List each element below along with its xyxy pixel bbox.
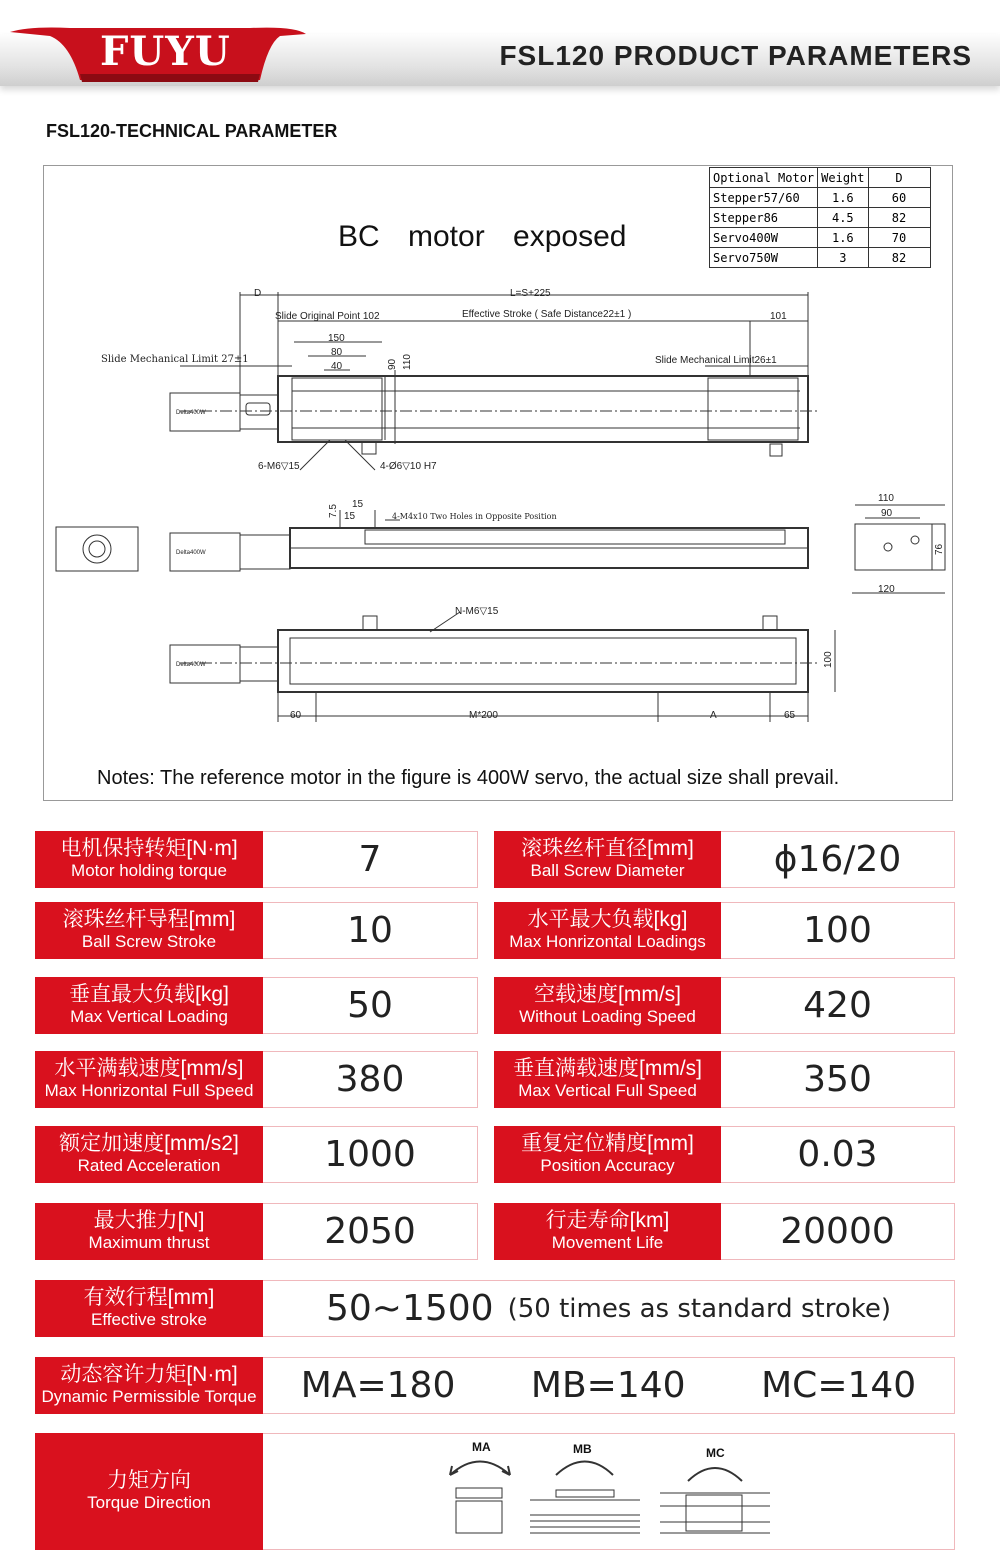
dim-100: 100 bbox=[823, 651, 834, 668]
param-value-cell bbox=[263, 1203, 478, 1260]
param-label-zh: 最大推力[N] bbox=[93, 1208, 205, 1232]
param-label-en: Ball Screw Diameter bbox=[530, 860, 685, 880]
torque-direction-diagrams bbox=[430, 1433, 790, 1550]
dim-d: D bbox=[254, 288, 262, 299]
param-label-zh: 动态容许力矩[N·m] bbox=[60, 1362, 238, 1386]
motor-label: Delta400W bbox=[176, 410, 206, 416]
param-value: 7 bbox=[358, 839, 382, 880]
label-nm6: N-M6▽15 bbox=[455, 606, 499, 617]
param-label-zh: 水平最大负载[kg] bbox=[527, 907, 688, 931]
param-value: 420 bbox=[803, 985, 872, 1026]
param-label-en: Effective stroke bbox=[91, 1309, 207, 1329]
label-stroke: Effective Stroke ( Safe Distance22±1 ) bbox=[462, 309, 632, 320]
dim-150: 150 bbox=[328, 333, 345, 344]
param-value: 50~1500 bbox=[325, 1288, 494, 1329]
param-label bbox=[494, 1203, 721, 1260]
param-value-cell bbox=[721, 1051, 955, 1108]
param-value: ϕ16/20 bbox=[773, 839, 902, 880]
param-label-zh: 垂直最大负载[kg] bbox=[69, 982, 229, 1006]
param-value-cell bbox=[263, 1126, 478, 1183]
param-label bbox=[35, 831, 263, 888]
param-value-cell bbox=[263, 831, 478, 888]
param-label bbox=[35, 977, 263, 1034]
param-label-zh: 行走寿命[km] bbox=[545, 1208, 670, 1232]
dim-80: 80 bbox=[331, 347, 343, 358]
table-row: Stepper86 4.5 82 bbox=[710, 208, 931, 228]
param-value-cell bbox=[721, 831, 955, 888]
section-title: FSL120-TECHNICAL PARAMETER bbox=[46, 121, 338, 141]
param-label bbox=[494, 1126, 721, 1183]
motor-label: Delta400W bbox=[176, 662, 206, 668]
param-label bbox=[35, 1051, 263, 1108]
dim-e76: 76 bbox=[934, 543, 945, 555]
dim-15a: 15 bbox=[352, 499, 364, 510]
ma-diagram-icon bbox=[450, 1440, 510, 1533]
page-title: FSL120 PRODUCT PARAMETERS bbox=[499, 40, 972, 71]
param-label-en: Max Honrizontal Loadings bbox=[509, 931, 706, 951]
svg-text:MB: MB bbox=[573, 1442, 592, 1456]
dim-15b: 15 bbox=[344, 511, 356, 522]
label-origin: Slide Original Point 102 bbox=[275, 311, 380, 322]
torque-ma: MA=180 bbox=[300, 1365, 456, 1406]
param-row-torque bbox=[35, 1357, 955, 1414]
param-label-en: Maximum thrust bbox=[88, 1232, 210, 1252]
table-row: Stepper57/60 1.6 60 bbox=[710, 188, 931, 208]
param-label-zh: 有效行程[mm] bbox=[83, 1285, 215, 1309]
dim-65: 65 bbox=[784, 710, 796, 721]
col-header: Weight bbox=[818, 168, 868, 188]
param-label-en: Dynamic Permissible Torque bbox=[41, 1386, 257, 1406]
param-value: 350 bbox=[803, 1059, 872, 1100]
torque-mb: MB=140 bbox=[530, 1365, 686, 1406]
param-row bbox=[35, 1126, 478, 1183]
dim-90: 90 bbox=[387, 358, 398, 370]
param-row bbox=[35, 902, 478, 959]
dim-101: 101 bbox=[770, 311, 787, 322]
mb-diagram-icon bbox=[530, 1442, 640, 1533]
label-pin: 4-Ø6▽10 H7 bbox=[380, 461, 437, 472]
dim-m200: M*200 bbox=[469, 710, 498, 721]
param-row bbox=[35, 1051, 478, 1108]
param-label bbox=[494, 831, 721, 888]
drawing-heading: BC motor exposed bbox=[338, 220, 627, 253]
param-label bbox=[35, 1203, 263, 1260]
param-label bbox=[494, 977, 721, 1034]
torque-mc: MC=140 bbox=[761, 1365, 917, 1406]
param-value-cell bbox=[721, 902, 955, 959]
label-limit-right: Slide Mechanical Limit26±1 bbox=[655, 355, 777, 366]
table-row: Servo750W 3 82 bbox=[710, 248, 931, 268]
param-label-en: Max Vertical Full Speed bbox=[518, 1080, 697, 1100]
param-label-en: Max Honrizontal Full Speed bbox=[44, 1080, 254, 1100]
param-label-en: Motor holding torque bbox=[71, 860, 227, 880]
param-label-en: Rated Acceleration bbox=[77, 1155, 221, 1175]
param-row-direction bbox=[35, 1433, 955, 1550]
param-label bbox=[35, 902, 263, 959]
param-label-zh: 电机保持转矩[N·m] bbox=[60, 836, 238, 860]
param-value: 20000 bbox=[780, 1211, 895, 1252]
param-label-zh: 滚珠丝杆直径[mm] bbox=[521, 836, 694, 860]
svg-text:MC: MC bbox=[706, 1446, 725, 1460]
param-row bbox=[35, 831, 478, 888]
param-row bbox=[494, 977, 955, 1034]
logo-text: FUYU bbox=[100, 28, 231, 75]
param-value-cell bbox=[721, 1126, 955, 1183]
param-label-zh: 力矩方向 bbox=[107, 1468, 191, 1492]
dim-e110: 110 bbox=[878, 493, 894, 504]
motor-table bbox=[709, 167, 931, 268]
dim-e90: 90 bbox=[881, 508, 893, 519]
param-note: (50 times as standard stroke) bbox=[507, 1293, 891, 1324]
dim-length: L=S+225 bbox=[510, 288, 551, 299]
label-limit-left: Slide Mechanical Limit 27±1 bbox=[101, 354, 249, 365]
param-value-cell bbox=[263, 902, 478, 959]
param-value: 2050 bbox=[324, 1211, 416, 1252]
param-label-en: Without Loading Speed bbox=[519, 1006, 696, 1026]
svg-text:MA: MA bbox=[472, 1440, 491, 1454]
label-m6: 6-M6▽15 bbox=[258, 461, 300, 472]
param-row bbox=[494, 902, 955, 959]
param-label-zh: 空载速度[mm/s] bbox=[534, 982, 681, 1006]
param-label-zh: 重复定位精度[mm] bbox=[521, 1131, 694, 1155]
param-value-cell bbox=[721, 1203, 955, 1260]
param-row bbox=[494, 831, 955, 888]
dim-110: 110 bbox=[402, 354, 413, 370]
param-row bbox=[494, 1051, 955, 1108]
param-label-zh: 水平满载速度[mm/s] bbox=[54, 1056, 244, 1080]
param-label bbox=[494, 1051, 721, 1108]
bottom-view bbox=[170, 612, 835, 722]
dim-60: 60 bbox=[290, 710, 302, 721]
motor-label: Delta400W bbox=[176, 550, 206, 556]
param-value-cell bbox=[721, 977, 955, 1034]
param-label bbox=[494, 902, 721, 959]
param-label bbox=[35, 1126, 263, 1183]
drawing-notes: Notes: The reference motor in the figure is 400W servo, the actual size shall prevail. bbox=[97, 767, 840, 789]
param-row-stroke bbox=[35, 1280, 955, 1337]
param-row bbox=[35, 977, 478, 1034]
param-label-en: Movement Life bbox=[551, 1232, 664, 1252]
col-header: D bbox=[868, 168, 930, 188]
param-value: 100 bbox=[803, 910, 872, 951]
param-value: 380 bbox=[335, 1059, 405, 1100]
col-header: Optional Motor bbox=[710, 168, 818, 188]
param-value-cell bbox=[263, 977, 478, 1034]
param-row bbox=[494, 1126, 955, 1183]
param-label-zh: 垂直满载速度[mm/s] bbox=[513, 1056, 702, 1080]
label-m4: 4-M4x10 Two Holes in Opposite Position bbox=[392, 512, 557, 521]
dim-7-5: 7.5 bbox=[328, 504, 339, 518]
param-label-en: Max Vertical Loading bbox=[70, 1006, 228, 1026]
table-row: Servo400W 1.6 70 bbox=[710, 228, 931, 248]
param-value: 0.03 bbox=[797, 1134, 878, 1175]
param-label-en: Position Accuracy bbox=[540, 1155, 675, 1175]
dim-40: 40 bbox=[331, 361, 343, 372]
param-value-cell bbox=[263, 1051, 478, 1108]
param-row bbox=[494, 1203, 955, 1260]
param-label-zh: 滚珠丝杆导程[mm] bbox=[62, 907, 236, 931]
param-label-zh: 额定加速度[mm/s2] bbox=[59, 1131, 239, 1155]
dim-a: A bbox=[710, 710, 717, 721]
mc-diagram-icon bbox=[660, 1446, 770, 1533]
param-row bbox=[35, 1203, 478, 1260]
dim-e120: 120 bbox=[878, 584, 895, 595]
param-label-en: Torque Direction bbox=[87, 1492, 211, 1512]
param-value: 10 bbox=[347, 910, 393, 951]
param-value: 50 bbox=[347, 985, 393, 1026]
param-label-en: Ball Screw Stroke bbox=[81, 931, 217, 951]
param-value: 1000 bbox=[324, 1134, 416, 1175]
